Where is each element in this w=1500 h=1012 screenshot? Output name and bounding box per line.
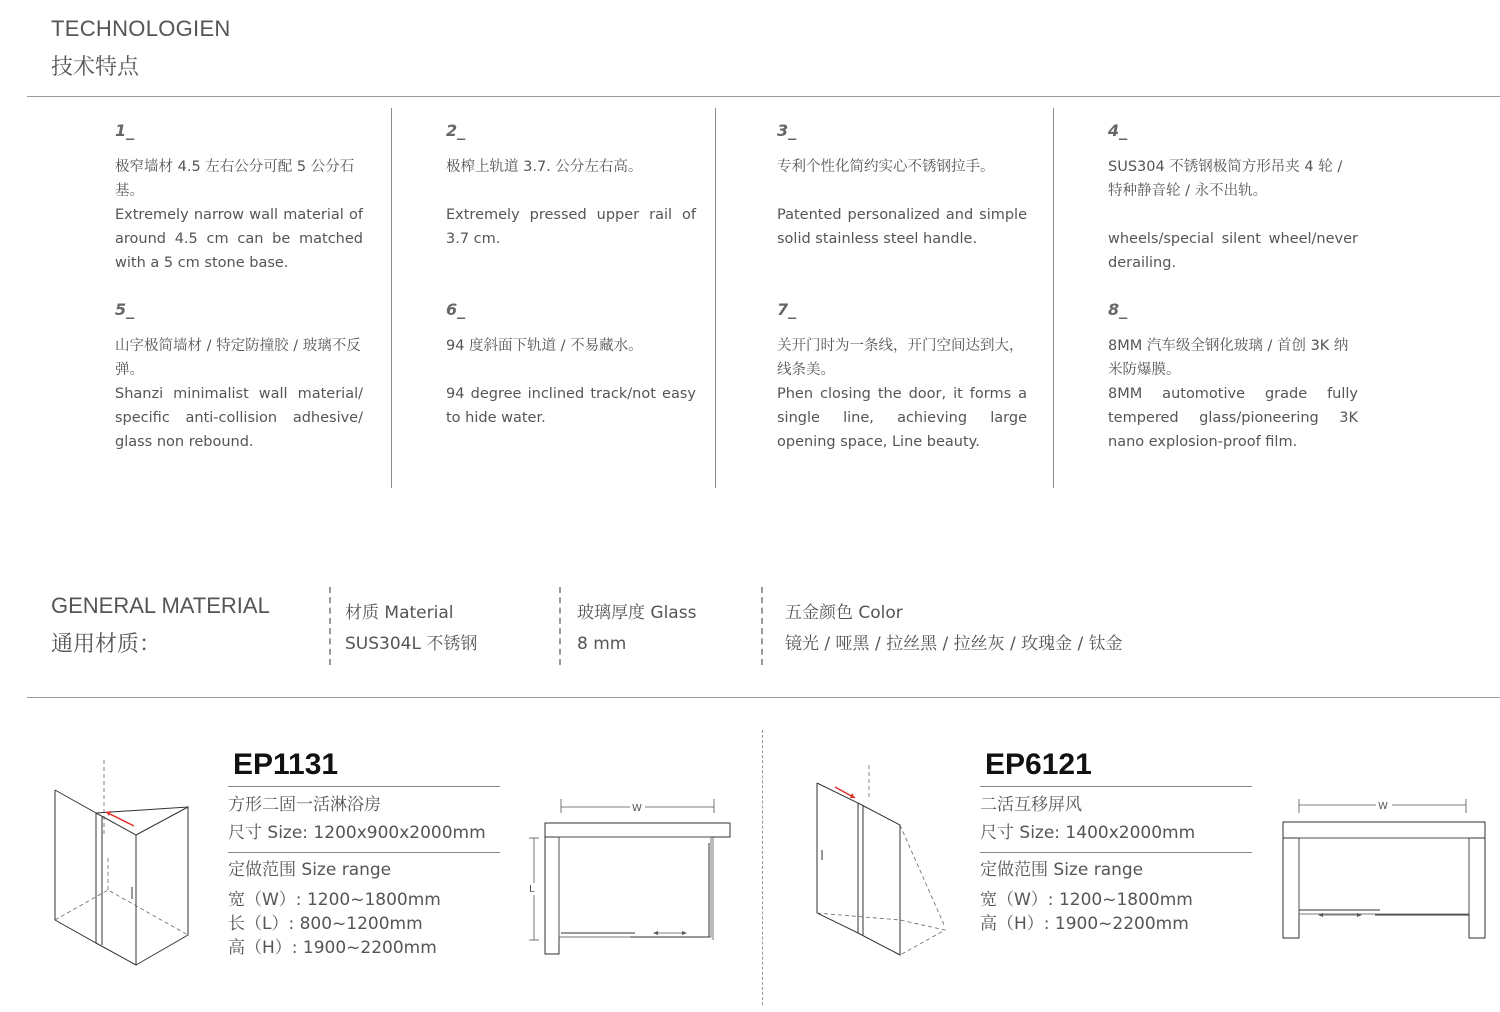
product-separator xyxy=(762,730,763,1005)
feature-number: 5_ xyxy=(115,300,135,319)
general-material-title-en: GENERAL MATERIAL xyxy=(51,593,270,618)
ep6121-plan-drawing xyxy=(1280,795,1490,945)
feature-text-en: 94 degree inclined track/not easy to hide water. xyxy=(446,386,696,426)
ep1131-name: 方形二固一活淋浴房 xyxy=(228,795,381,815)
feature-number: 6_ xyxy=(446,300,466,319)
ep6121-info xyxy=(980,791,1195,847)
ep1131-3d-drawing xyxy=(40,755,200,970)
ep1131-model: EP1131 xyxy=(233,748,339,781)
feature-1 xyxy=(115,121,363,275)
feature-text-en: Extremely pressed upper rail of 3.7 cm. xyxy=(446,207,696,247)
feature-text-en: Patented personalized and simple solid stainless steel handle. xyxy=(777,207,1027,247)
feature-text-en: Extremely narrow wall material of around 4.5 cm can be matched with a 5 cm stone base. xyxy=(115,207,363,271)
color-item xyxy=(785,598,1123,660)
feature-text-cn: SUS304 不锈钢极简方形吊夹 4 轮 / 特种静音轮 / 永不出轨。 xyxy=(1108,159,1343,199)
ep6121-size: 尺寸 Size: 1400x2000mm xyxy=(980,823,1196,843)
feature-number: 8_ xyxy=(1108,300,1128,319)
ep1131-size: 尺寸 Size: 1200x900x2000mm xyxy=(228,823,486,843)
feature-3 xyxy=(777,121,1027,251)
material-separator xyxy=(559,587,561,665)
ep1131-range-title: 定做范围 Size range xyxy=(228,860,392,880)
feature-6 xyxy=(446,300,696,430)
ep6121-range-title: 定做范围 Size range xyxy=(980,860,1144,880)
technologies-header xyxy=(51,16,231,81)
feature-7 xyxy=(777,300,1027,454)
feature-text-en: Shanzi minimalist wall material/ specific anti-collision adhesive/ glass non rebound. xyxy=(115,386,363,450)
product-underline xyxy=(980,852,1252,853)
material-item xyxy=(345,598,477,660)
column-separator xyxy=(391,108,392,488)
product-underline xyxy=(980,786,1252,787)
ep6121-range-h: 高（H）: 1900~2200mm xyxy=(980,914,1189,934)
material-label: 材质 Material xyxy=(345,603,454,623)
feature-text-cn: 8MM 汽车级全钢化玻璃 / 首创 3K 纳米防爆膜。 xyxy=(1108,338,1349,378)
product-underline xyxy=(228,786,500,787)
feature-number: 1_ xyxy=(115,121,135,140)
top-divider xyxy=(27,96,1500,97)
ep6121-model: EP6121 xyxy=(985,748,1092,781)
material-value: SUS304L 不锈钢 xyxy=(345,634,478,654)
technologies-title-cn: 技术特点 xyxy=(51,55,140,80)
material-divider xyxy=(27,697,1500,698)
ep1131-range-h: 高（H）: 1900~2200mm xyxy=(228,938,437,958)
feature-text-cn: 关开门时为一条线，开门空间达到大，线条美。 xyxy=(777,338,1024,378)
feature-text-cn: 专利个性化简约实心不锈钢拉手。 xyxy=(777,159,995,175)
general-material-header xyxy=(51,593,270,658)
ep1131-ranges xyxy=(228,858,441,960)
column-separator xyxy=(1053,108,1054,488)
feature-text-en: Phen closing the door, it forms a single line, achieving large opening space, Line beauty. xyxy=(777,386,1027,450)
glass-value: 8 mm xyxy=(577,634,627,654)
glass-label: 玻璃厚度 Glass xyxy=(577,603,697,623)
color-label: 五金颜色 Color xyxy=(785,603,903,623)
ep6121-3d-drawing xyxy=(805,765,955,970)
feature-number: 2_ xyxy=(446,121,466,140)
ep1131-dim-w: W xyxy=(632,803,642,814)
feature-text-cn: 山字极简墙材 / 特定防撞胶 / 玻璃不反弹。 xyxy=(115,338,361,378)
material-separator xyxy=(329,587,331,665)
color-value: 镜光 / 哑黑 / 拉丝黑 / 拉丝灰 / 玫瑰金 / 钛金 xyxy=(785,634,1123,654)
general-material-title-cn: 通用材质： xyxy=(51,632,162,657)
feature-number: 7_ xyxy=(777,300,797,319)
feature-text-en: 8MM automotive grade fully tempered glass/pioneering 3K nano explosion-proof film. xyxy=(1108,386,1358,450)
material-separator xyxy=(761,587,763,665)
ep6121-range-w: 宽（W）: 1200~1800mm xyxy=(980,890,1193,910)
feature-4 xyxy=(1108,121,1358,275)
feature-number: 3_ xyxy=(777,121,797,140)
feature-text-en: wheels/special silent wheel/never derailing. xyxy=(1108,231,1358,271)
feature-2 xyxy=(446,121,696,251)
ep1131-plan-drawing xyxy=(525,795,735,960)
ep6121-dim-w: W xyxy=(1378,801,1388,812)
feature-5 xyxy=(115,300,363,454)
column-separator xyxy=(715,108,716,488)
ep1131-range-l: 长（L）: 800~1200mm xyxy=(228,914,423,934)
ep1131-dim-l: L xyxy=(529,884,535,895)
feature-text-cn: 94 度斜面下轨道 / 不易藏水。 xyxy=(446,338,643,354)
feature-text-cn: 极榨上轨道 3.7. 公分左右高。 xyxy=(446,159,643,175)
product-underline xyxy=(228,852,500,853)
ep1131-range-w: 宽（W）: 1200~1800mm xyxy=(228,890,441,910)
feature-number: 4_ xyxy=(1108,121,1128,140)
ep1131-info xyxy=(228,791,486,847)
ep6121-name: 二活互移屏风 xyxy=(980,795,1082,815)
feature-8 xyxy=(1108,300,1358,454)
ep6121-ranges xyxy=(980,858,1193,936)
technologies-title-en: TECHNOLOGIEN xyxy=(51,16,231,41)
glass-item xyxy=(577,598,696,660)
feature-text-cn: 极窄墙材 4.5 左右公分可配 5 公分石基。 xyxy=(115,159,355,199)
